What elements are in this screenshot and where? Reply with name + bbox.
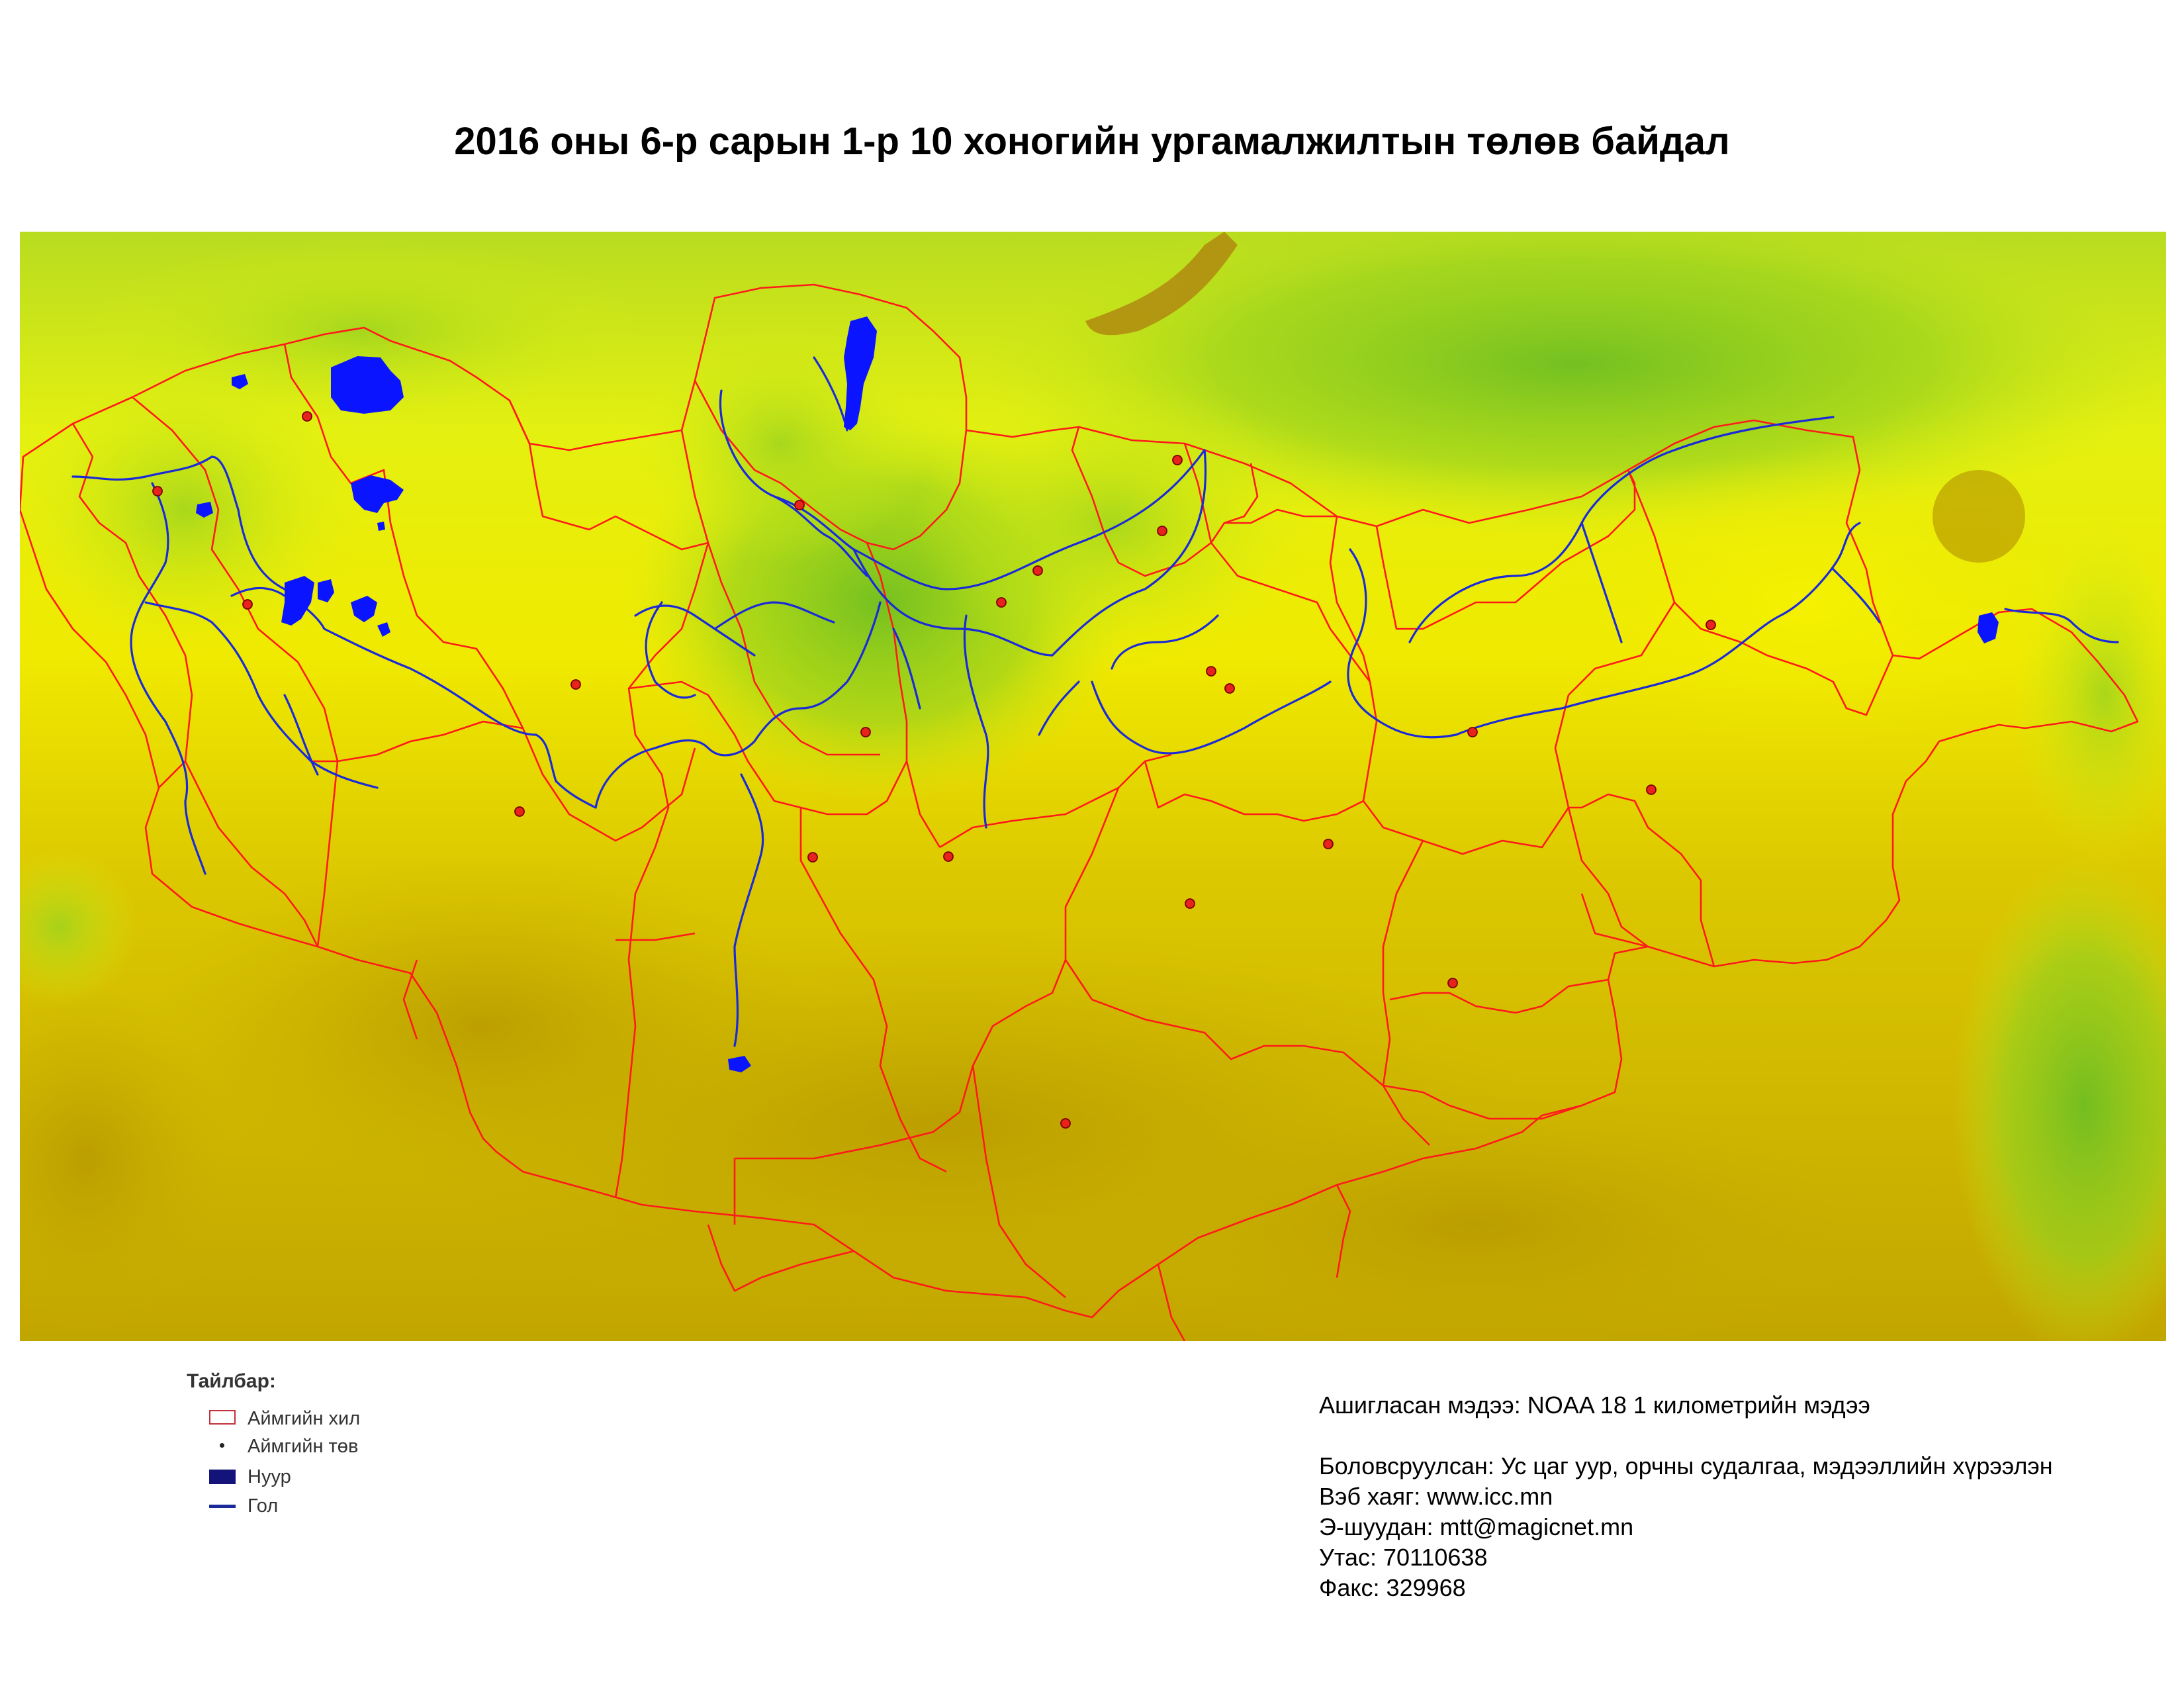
- legend-item-river: [187, 1495, 465, 1521]
- legend-label-boundary: Аймгийн хил: [248, 1408, 361, 1429]
- legend-item-boundary: [187, 1407, 465, 1434]
- legend: [187, 1370, 478, 1562]
- legend-item-center: [187, 1435, 465, 1462]
- processed-by-text: Боловсруулсан: Ус цаг уур, орчны судалгаа, мэдээллийн хүрээлэн: [1319, 1452, 2053, 1479]
- aimag-center: [808, 853, 817, 862]
- aimag-center: [515, 807, 524, 816]
- aimag-center: [795, 500, 804, 510]
- aimag-center: [1061, 1119, 1070, 1128]
- lake-swatch-icon: [209, 1470, 236, 1484]
- aimag-center: [1206, 667, 1216, 676]
- aimag-center: [571, 680, 580, 689]
- website-link[interactable]: Вэб хаяг: www.icc.mn: [1319, 1483, 1553, 1510]
- aimag-center: [1225, 684, 1234, 693]
- aimag-center: [153, 487, 162, 496]
- lake-ureg: [377, 522, 385, 531]
- boundary-swatch-icon: [209, 1410, 236, 1425]
- legend-title: Тайлбар:: [187, 1370, 276, 1392]
- aimag-center: [1185, 899, 1195, 908]
- data-source-text: Ашигласан мэдээ: NOAA 18 1 километрийн мэдээ: [1319, 1391, 1870, 1419]
- map-frame[interactable]: [20, 232, 2166, 1341]
- legend-label-center: Аймгийн төв: [248, 1436, 359, 1457]
- aimag-center: [1173, 455, 1182, 465]
- phone-text: Утас: 70110638: [1319, 1544, 1488, 1571]
- aimag-center: [1158, 526, 1167, 536]
- aimag-center: [997, 598, 1006, 607]
- legend-label-lake: Нуур: [248, 1466, 291, 1487]
- aimag-center: [1033, 566, 1042, 575]
- aimag-center: [944, 852, 953, 861]
- fax-text: Факс: 329968: [1319, 1574, 1466, 1601]
- aimag-center: [1448, 978, 1457, 988]
- info-block: [1319, 1390, 2179, 1603]
- aimag-center: [861, 727, 870, 737]
- info-spacer: [1319, 1421, 2179, 1451]
- aimag-center: [1647, 785, 1656, 794]
- vegetation-map[interactable]: [20, 232, 2166, 1341]
- email-link[interactable]: Э-шуудан: mtt@magicnet.mn: [1319, 1513, 1634, 1540]
- aimag-center: [1706, 620, 1715, 630]
- aimag-center: [243, 600, 252, 609]
- river-line-icon: [209, 1505, 236, 1508]
- aimag-center: [1468, 727, 1477, 737]
- aimag-center: [1324, 839, 1333, 849]
- page-title: 2016 оны 6-р сарын 1-р 10 хоногийн ургамалжилтын төлөв байдал: [454, 120, 1730, 163]
- legend-label-river: Гол: [248, 1495, 279, 1517]
- center-dot-icon: [220, 1443, 224, 1448]
- legend-item-lake: [187, 1466, 465, 1492]
- aimag-center: [302, 412, 312, 421]
